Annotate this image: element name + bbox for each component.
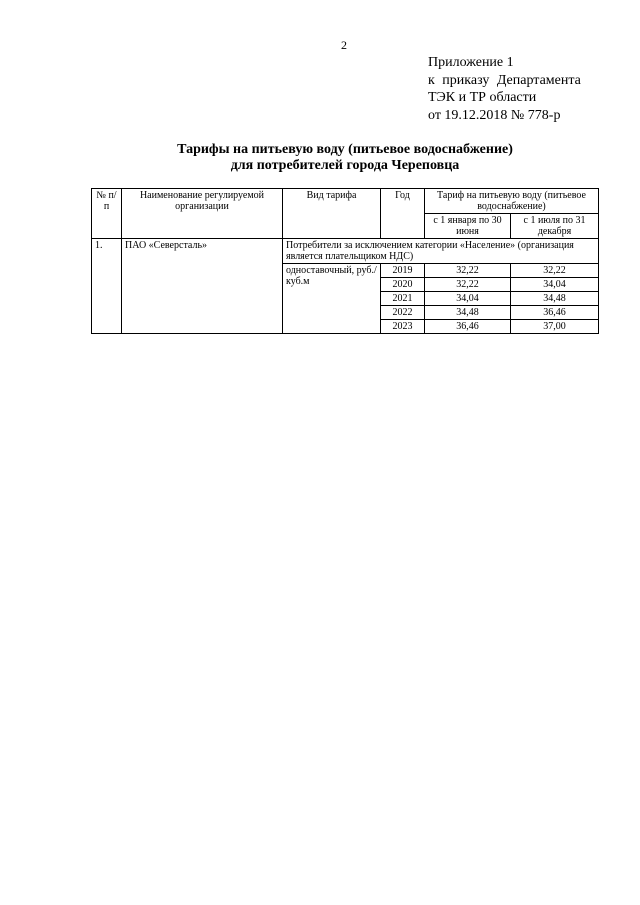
h1-value: 34,04 [425,292,511,306]
h2-value: 37,00 [511,320,599,334]
appendix-line-1: Приложение 1 [428,55,514,70]
document-title [0,142,640,174]
header-row [92,189,599,214]
entry-tariff-type: одноставочный, руб./куб.м [283,264,381,334]
appendix-line-2: к приказу Департамента [428,72,581,88]
appendix-line-3: ТЭК и ТР области [428,90,537,105]
year-cell: 2023 [381,320,425,334]
header-type: Вид тарифа [283,189,381,239]
title-line-1: Тарифы на питьевую воду (питьевое водоснабжение) [177,142,513,157]
header-tariff: Тариф на питьевую воду (питьевое водоснабжение) [425,189,599,214]
h1-value: 34,48 [425,306,511,320]
title-line-2: для потребителей города Череповца [230,158,460,173]
entry-num: 1. [92,239,122,334]
header-period-2: с 1 июля по 31 декабря [511,214,599,239]
h1-value: 32,22 [425,264,511,278]
year-cell: 2019 [381,264,425,278]
h2-value: 34,48 [511,292,599,306]
appendix-header [428,54,581,124]
consumer-row [92,239,599,264]
appendix-line-4: от 19.12.2018 № 778-р [428,107,561,123]
h1-value: 36,46 [425,320,511,334]
year-cell: 2020 [381,278,425,292]
h2-value: 34,04 [511,278,599,292]
header-num: № п/п [92,189,122,239]
entry-org: ПАО «Северсталь» [122,239,283,334]
h1-value: 32,22 [425,278,511,292]
h2-value: 36,46 [511,306,599,320]
header-period-1: с 1 января по 30 июня [425,214,511,239]
year-cell: 2022 [381,306,425,320]
header-org: Наименование регулируемой организации [122,189,283,239]
tariff-table [91,188,599,334]
page-number: 2 [341,38,347,52]
header-year: Год [381,189,425,239]
year-cell: 2021 [381,292,425,306]
entry-consumers: Потребители за исключением категории «Население» (организация является плательщиком НДС) [283,239,599,264]
h2-value: 32,22 [511,264,599,278]
